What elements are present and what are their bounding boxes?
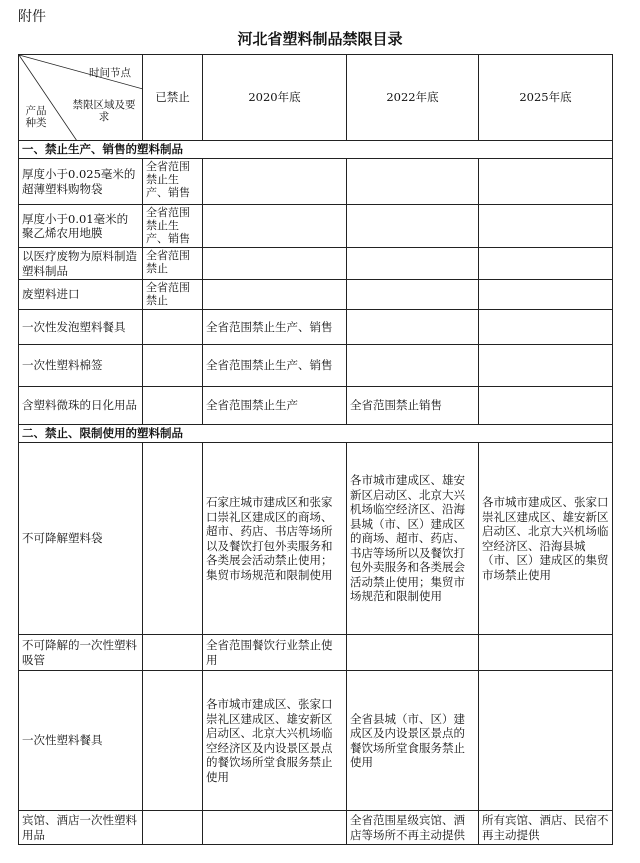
col-2025-header: 2025年底 [479,55,613,141]
banned-cell [143,387,203,425]
product-cell: 以医疗废物为原料制造塑料制品 [19,248,143,280]
product-cell: 不可降解的一次性塑料吸管 [19,635,143,671]
page-title: 河北省塑料制品禁限目录 [237,30,403,48]
table-row [19,635,613,671]
y2025-cell [479,671,613,811]
y2025-cell [479,248,613,280]
y2020-cell [203,159,347,205]
y2020-cell: 全省范围禁止生产、销售 [203,345,347,387]
y2020-cell: 各市城市建成区、张家口崇礼区建成区、雄安新区启动区、北京大兴机场临空经济区及内设景区景点的餐饮场所堂食服务禁止使用 [203,671,347,811]
y2020-cell [203,811,347,845]
table-row [19,310,613,345]
section-heading: 二、禁止、限制使用的塑料制品 [19,425,613,443]
header-row [19,55,613,141]
y2020-cell: 全省范围禁止生产 [203,387,347,425]
corner-cell [19,55,143,141]
banned-cell [143,671,203,811]
section-heading: 一、禁止生产、销售的塑料制品 [19,141,613,159]
y2020-cell: 石家庄城市建成区和张家口崇礼区建成区的商场、超市、药店、书店等场所以及餐饮打包外卖服务和各类展会活动禁止使用；集贸市场规范和限制使用 [203,443,347,635]
product-cell: 厚度小于0.025毫米的超薄塑料购物袋 [19,159,143,205]
banned-cell [143,345,203,387]
product-cell: 一次性发泡塑料餐具 [19,310,143,345]
product-cell: 厚度小于0.01毫米的聚乙烯农用地膜 [19,205,143,248]
y2025-cell [479,205,613,248]
table-row [19,159,613,205]
y2025-cell [479,387,613,425]
y2020-cell [203,280,347,310]
y2022-cell [347,248,479,280]
y2022-cell [347,310,479,345]
restriction-table [18,54,613,845]
y2022-cell: 全省范围星级宾馆、酒店等场所不再主动提供 [347,811,479,845]
product-cell: 一次性塑料棉签 [19,345,143,387]
corner-time-label: 时间节点 [89,67,131,79]
y2020-cell: 全省范围餐饮行业禁止使用 [203,635,347,671]
banned-cell [143,635,203,671]
product-cell: 一次性塑料餐具 [19,671,143,811]
banned-cell: 全省范围禁止生产、销售 [143,205,203,248]
table-row [19,345,613,387]
banned-cell [143,811,203,845]
y2022-cell: 全省县城（市、区）建成区及内设景区景点的餐饮场所堂食服务禁止使用 [347,671,479,811]
y2022-cell [347,205,479,248]
table-row [19,443,613,635]
product-cell: 宾馆、酒店一次性塑料用品 [19,811,143,845]
banned-cell [143,443,203,635]
y2022-cell [347,280,479,310]
y2025-cell: 所有宾馆、酒店、民宿不再主动提供 [479,811,613,845]
y2020-cell [203,205,347,248]
corner-category-label: 产品种类 [25,105,47,129]
col-2022-header: 2022年底 [347,55,479,141]
y2022-cell: 各市城市建成区、雄安新区启动区、北京大兴机场临空经济区、沿海县城（市、区）建成区的商场、超市、药店、书店等场所以及餐饮打包外卖服务和各类展会活动禁止使用；集贸市场规范和限制使用 [347,443,479,635]
y2025-cell [479,159,613,205]
table-row [19,387,613,425]
product-cell: 废塑料进口 [19,280,143,310]
banned-cell: 全省范围禁止生产、销售 [143,159,203,205]
col-2020-header: 2020年底 [203,55,347,141]
y2020-cell: 全省范围禁止生产、销售 [203,310,347,345]
banned-cell: 全省范围禁止 [143,248,203,280]
y2020-cell [203,248,347,280]
corner-region-label: 禁限区域及要求 [72,99,136,123]
product-cell: 不可降解塑料袋 [19,443,143,635]
banned-cell: 全省范围禁止 [143,280,203,310]
col-banned-header: 已禁止 [143,55,203,141]
product-cell: 含塑料微珠的日化用品 [19,387,143,425]
y2025-cell [479,345,613,387]
table-row [19,248,613,280]
y2025-cell [479,635,613,671]
y2025-cell [479,310,613,345]
table-row [19,671,613,811]
y2022-cell [347,159,479,205]
y2025-cell [479,280,613,310]
y2022-cell [347,635,479,671]
y2022-cell: 全省范围禁止销售 [347,387,479,425]
table-row [19,205,613,248]
table-row [19,280,613,310]
y2025-cell: 各市城市建成区、张家口崇礼区建成区、雄安新区启动区、北京大兴机场临空经济区、沿海县城（市、区）建成区的集贸市场禁止使用 [479,443,613,635]
attachment-label: 附件 [18,9,46,25]
banned-cell [143,310,203,345]
table-row [19,811,613,845]
y2022-cell [347,345,479,387]
